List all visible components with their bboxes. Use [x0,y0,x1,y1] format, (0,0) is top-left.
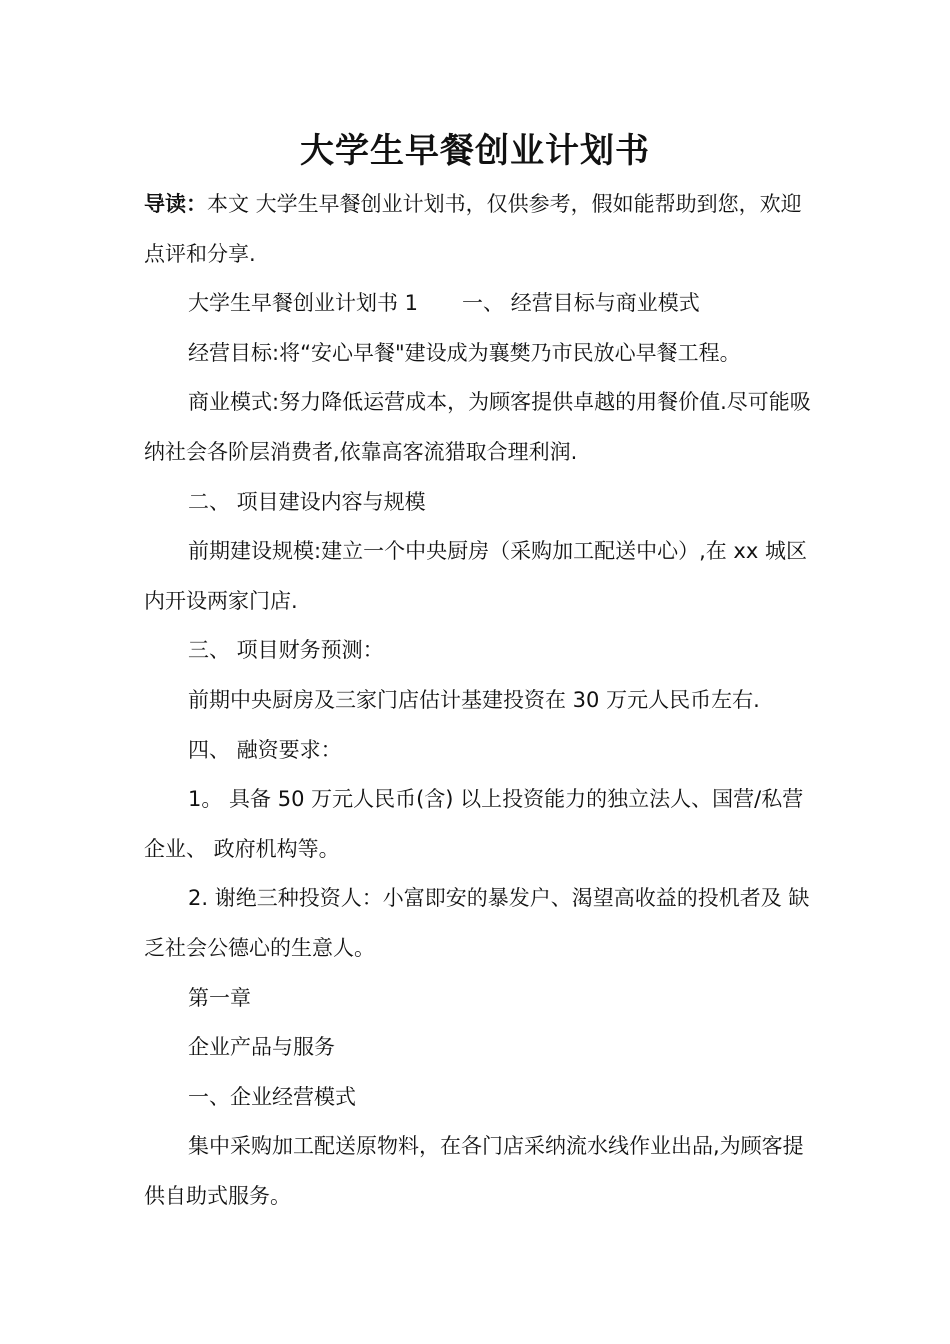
section-heading-model: 一、企业经营模式 [188,1084,356,1109]
plan-subtitle: 大学生早餐创业计划书 1 [188,291,419,316]
section-heading-1: 一、 经营目标与商业模式 [462,291,700,316]
chapter-heading: 第一章 [188,985,251,1010]
section-heading-intro [144,279,814,329]
paragraph-finance: 前期中央厨房及三家门店估计基建投资在 30 万元人民币左右. [188,687,760,712]
paragraph-requirement-1: 1。 具备 50 万元人民币(含) 以上投资能力的独立法人、国营/私营企业、 政府机构等。 [144,787,804,861]
lead-text: 本文 大学生早餐创业计划书，仅供参考，假如能帮助到您，欢迎点评和分享. [144,192,802,266]
chapter-subtitle: 企业产品与服务 [188,1035,335,1060]
lead-label: 导读： [144,192,207,216]
document-body [144,180,814,1221]
lead-paragraph [144,180,814,279]
paragraph-scale: 前期建设规模:建立一个中央厨房（采购加工配送中心）,在 xx 城区内开设两家门店. [144,539,807,613]
section-heading-2: 二、 项目建设内容与规模 [188,489,426,514]
section-heading-4: 四、 融资要求： [188,737,342,762]
section-heading-3: 三、 项目财务预测： [188,638,384,663]
paragraph-requirement-2: 2. 谢绝三种投资人：小富即安的暴发户、渴望高收益的投机者及 缺乏社会公德心的生意人。 [144,886,810,960]
document-title: 大学生早餐创业计划书 [300,131,650,171]
paragraph-business-model: 商业模式:努力降低运营成本，为顾客提供卓越的用餐价值.尽可能吸纳社会各阶层消费者,依靠高客流猎取合理利润. [144,390,811,464]
paragraph-goal: 经营目标:将“安心早餐"建设成为襄樊乃市民放心早餐工程。 [188,340,741,365]
paragraph-operations: 集中采购加工配送原物料，在各门店采纳流水线作业出品,为顾客提供自助式服务。 [144,1134,804,1208]
